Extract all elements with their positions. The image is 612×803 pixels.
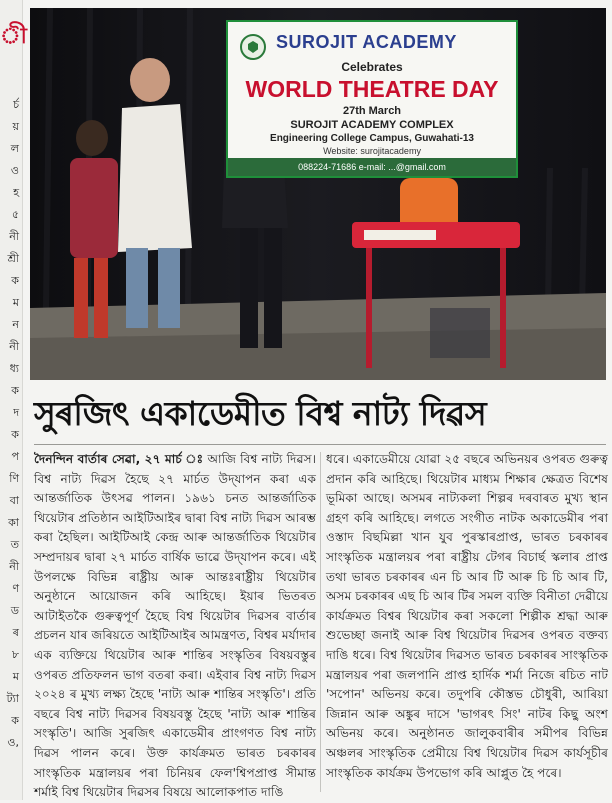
banner-venue: SUROJIT ACADEMY COMPLEX xyxy=(290,119,454,131)
article-column-2 xyxy=(326,450,608,796)
adjacent-column-char: ত xyxy=(10,538,19,551)
adjacent-column-char: নী xyxy=(9,230,19,243)
adjacent-column-char: ম xyxy=(12,670,19,683)
adjacent-column-char: শ্রী xyxy=(7,252,19,265)
adjacent-column-char: ণি xyxy=(9,472,19,485)
adjacent-column-char: ন xyxy=(12,318,19,331)
adjacent-column-char: ল xyxy=(10,142,19,155)
adjacent-column-char: ধ্য xyxy=(9,362,19,375)
adjacent-column-text xyxy=(0,94,22,754)
article-byline: দৈনন্দিন বাৰ্তাৰ সেৱা, ২৭ মাৰ্চ ঃ xyxy=(34,452,204,466)
adjacent-column-char: নী xyxy=(9,340,19,353)
event-photo xyxy=(30,8,606,380)
banner-campus: Engineering College Campus, Guwahati-13 xyxy=(270,133,474,144)
adjacent-column-char: ক xyxy=(11,428,19,441)
adjacent-column-char: ট্যা xyxy=(6,692,19,705)
banner-event-name: WORLD THEATRE DAY xyxy=(245,76,499,102)
event-banner xyxy=(226,20,518,178)
adjacent-column-char: হ xyxy=(13,186,19,199)
adjacent-column-char: ণ xyxy=(12,582,19,595)
adjacent-column-strip xyxy=(0,0,27,800)
adjacent-column-char: র্চ xyxy=(13,98,19,111)
adjacent-column-char: ও, xyxy=(7,736,19,749)
adjacent-column-char: নী xyxy=(9,560,19,573)
article-column-1 xyxy=(34,450,316,800)
adjacent-column-char: কা xyxy=(8,516,19,529)
headline-rule xyxy=(34,444,606,445)
adjacent-column-char: ও xyxy=(10,164,19,177)
adjacent-column-char: য় xyxy=(12,120,19,133)
adjacent-column-char: ৰ xyxy=(12,626,19,639)
adjacent-column-char: দ xyxy=(13,406,19,419)
adjacent-column-char: ক xyxy=(11,714,19,727)
banner-title: SUROJIT ACADEMY xyxy=(276,32,457,52)
banner-contact: 088224-71686 e-mail: ...@gmail.com xyxy=(228,158,516,176)
adjacent-column-char: ৮ xyxy=(11,648,19,661)
banner-celebrates: Celebrates xyxy=(341,60,403,74)
article-column-2-text: ধৰে। একাডেমীয়ে যোৱা ২৫ বছৰে অভিনয়ৰ ওপৰত গুৰুত্ব প্ৰদান কৰি আহিছে। থিয়েটাৰ মাধ্যম শিক্ষাৰ ক্ষেত্ৰত বিশেষ ভূমিকা আছে। অসমৰ নাট্যকলা শিল্পৰ দৰবাৰত মুখ্য স্থান গ্ৰহণ কৰি আহিছে। লগতে সংগীত নাটক অকাডেমীৰ পৰা ওস্তাদ বিছমিল্লা খান যুব পুৰস্কাৰপ্ৰাপ্ত, ভাৰত চৰকাৰৰ সাংস্কৃতিক মন্ত্ৰালয়ৰ পৰা ৰাষ্ট্ৰীয় টেগৰ বিচাৰ্ছ স্কলাৰ প্ৰাপ্ত তথা ভাৰত চৰকাৰৰ এন চি আৰ টি আৰু চি চি আৰ টি, অসম চৰকাৰৰ এছ চি আৰ টিৰ সমল ব্যক্তি বিনীতা দেৱীয়ে কাৰ্যক্ৰমত বিশ্বৰ থিয়েটাৰ কৰা সকলো শিল্পীক শ্ৰদ্ধা আৰু শুভেচ্ছা জনাই আৰু বিশ্ব থিয়েটাৰ দিৱসৰ ওপৰত বক্তব্য দাঙি ধৰে। বিশ্ব থিয়েটাৰ দিৱসত ভাৰত চৰকাৰৰ সাংস্কৃতিক মন্ত্ৰালয়ৰ পৰা জলপানি প্ৰাপ্ত হাৰ্দিক শৰ্মা নিজে ৰচিত নাট 'সপোন' অভিনয় কৰে। তদুপৰি কৌস্তভ চৌধুৰী, আৰিয়া জিন্নান আৰু অঙ্কুৰ দাসে 'ভাগৰৎ সিং' নাটৰ কিছু অংশ অভিনয় কৰে। অনুষ্ঠানত জালুকবাৰীৰ সমীপৰ বিভিন্ন অঞ্চলৰ সাংস্কৃতিক প্ৰেমীয়ে বিশ্ব থিয়েটাৰ দিৱস কাৰ্যসূচীৰ সাংস্কৃতিক কাৰ্যক্ৰম উপভোগ কৰি আপ্লুত হৈ পৰে। xyxy=(326,452,608,780)
article-column-1-text: আজি বিশ্ব নাট্য দিৱস। বিশ্ব নাট্য দিৱস হৈছে ২৭ মাৰ্চত উদ্‌যাপন কৰা এক আন্তৰ্জাতিক উৎসৱ পালন। ১৯৬১ চনত আন্তৰ্জাতিক থিয়েটাৰ প্ৰতিষ্ঠান আইটিআইৰ দ্বাৰা বিশ্ব নাট্য দিৱস আৰম্ভ কৰা হৈছিল। আইটিআই কেন্দ্ৰ আৰু আন্তৰ্জাতিক থিয়েটাৰ সম্প্ৰদায়ৰ দ্বাৰা ২৭ মাৰ্চত বাৰ্ষিক ভাৱে উদ্‌যাপন কৰে। এই উপলক্ষে বিভিন্ন ৰাষ্ট্ৰীয় আৰু আন্তঃৰাষ্ট্ৰীয় থিয়েটাৰ অনুষ্ঠানে আয়োজন কৰি আহিছে। ইয়াৰ ভিতৰত আটাইতকৈ গুৰুত্বপূৰ্ণ হৈছে বিশ্ব থিয়েটাৰ দিৱসৰ বাৰ্তাৰ প্ৰচলন যাৰ জৰিয়তে আইটিআইৰ আমন্ত্ৰণত, বিশ্বৰ মৰ্যাদাৰ এক ব্যক্তিয়ে থিয়েটাৰ আৰু শান্তিৰ সংস্কৃতিৰ বিষয়বস্তুৰ ওপৰত প্ৰতিফলন ভাগ বতৰা কৰা। এইবাৰ বিশ্ব নাট্য দিৱস ২০২৪ ৰ মুখ্য লক্ষ্য হৈছে 'নাট্য আৰু শান্তিৰ সংস্কৃতি'। প্ৰতি বছৰে বিশ্ব নাট্য দিৱসৰ বিষয়বস্তু হৈছে 'নাট্য আৰু শান্তিৰ সংস্কৃতি'। আজি সুৰজিৎ একাডেমীৰ প্ৰাংগণত বিশ্ব নাট্য দিৱস পালন কৰে। উক্ত কাৰ্যক্ৰমত ভাৰত চৰকাৰৰ সাংস্কৃতিক মন্ত্ৰালয়ৰ পৰা চিনিয়ৰ ফেল'শ্বিপপ্ৰাপ্ত সীমান্ত শৰ্মাই বিশ্ব থিয়েটাৰ দিৱসৰ বিষয়ে আলোকপাত দাঙি xyxy=(34,452,316,800)
banner-date: 27th March xyxy=(342,105,402,117)
banner-website: Website: surojitacademy xyxy=(323,146,421,156)
adjacent-column-char: ক xyxy=(11,384,19,397)
academy-logo-icon xyxy=(240,34,266,60)
column-divider xyxy=(320,452,321,792)
adjacent-column-char: ৫ xyxy=(11,208,19,221)
adjacent-column-char: ড xyxy=(10,604,19,617)
adjacent-red-glyph: ী xyxy=(0,24,27,49)
adjacent-column-char: বা xyxy=(9,494,19,507)
article-headline: সুৰজিৎ একাডেমীত বিশ্ব নাট্য দিৱস xyxy=(34,394,487,433)
adjacent-column-char: ক xyxy=(11,274,19,287)
adjacent-column-char: প xyxy=(11,450,19,463)
adjacent-column-char: ম xyxy=(12,296,19,309)
